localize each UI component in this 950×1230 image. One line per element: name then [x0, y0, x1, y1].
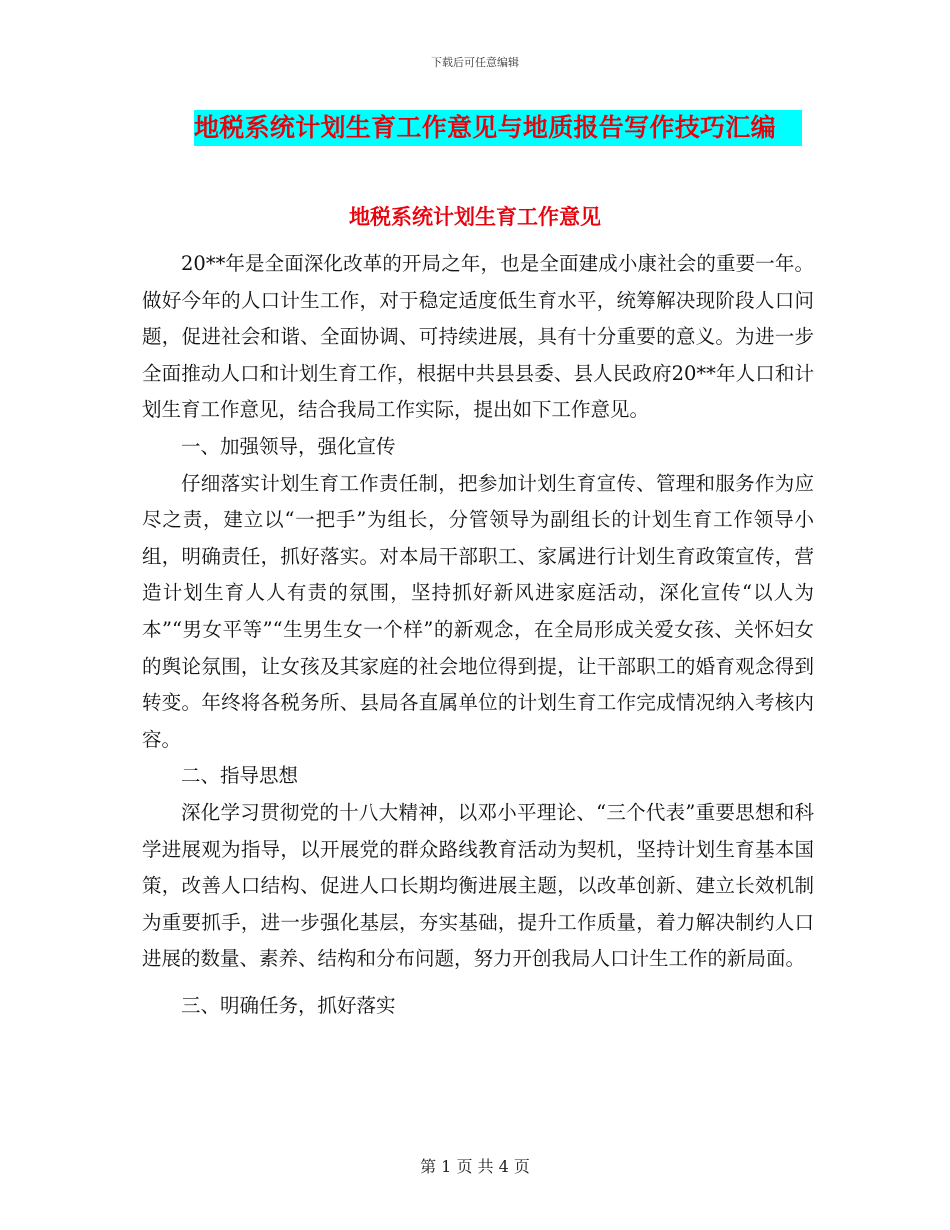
paragraph-intro: 20**年是全面深化改革的开局之年，也是全面建成小康社会的重要一年。做好今年的人口计生工作，对于稳定适度低生育水平，统筹解决现阶段人口问题，促进社会和谐、全面协调、可持续进展，具有十分重要的意义。为进一步全面推动人口和计划生育工作，根据中共县县委、县人民政府20**年人口和计划生育工作意见，结合我局工作实际，提出如下工作意见。: [142, 252, 814, 422]
heading-section-1: 一、加强领导，强化宣传: [181, 434, 396, 458]
paragraph-section-2: 深化学习贯彻党的十八大精神，以邓小平理论、“三个代表”重要思想和科学进展观为指导，以开展党的群众路线教育活动为契机，坚持计划生育基本国策，改善人口结构、促进人口长期均衡进展主题，以改革创新、建立长效机制为重要抓手，进一步强化基层，夯实基础，提升工作质量，着力解决制约人口进展的数量、素养、结构和分布问题，努力开创我局人口计生工作的新局面。: [142, 800, 814, 971]
page-header-note: 下载后可任意编辑: [431, 56, 519, 69]
heading-section-3: 三、明确任务，抓好落实: [181, 993, 396, 1017]
main-title: 地税系统计划生育工作意见与地质报告写作技巧汇编: [194, 113, 776, 142]
document-body: [142, 246, 814, 1024]
paragraph-section-1: 仔细落实计划生育工作责任制，把参加计划生育宣传、管理和服务作为应尽之责，建立以“一把手”为组长，分管领导为副组长的计划生育工作领导小组，明确责任，抓好落实。对本局干部职工、家属进行计划生育政策宣传，营造计划生育人人有责的氛围，坚持抓好新风进家庭活动，深化宣传“以人为本”“男女平等”“生男生女一个样”的新观念，在全局形成关爱女孩、关怀妇女的舆论氛围，让女孩及其家庭的社会地位得到提，让干部职工的婚育观念得到转变。年终将各税务所、县局各直属单位的计划生育工作完成情况纳入考核内容。: [142, 471, 814, 751]
page-number: 第 1 页 共 4 页: [420, 1157, 530, 1176]
heading-section-2: 二、指导思想: [181, 764, 299, 788]
section-title: 地税系统计划生育工作意见: [349, 205, 601, 229]
main-title-highlight: [194, 110, 802, 146]
